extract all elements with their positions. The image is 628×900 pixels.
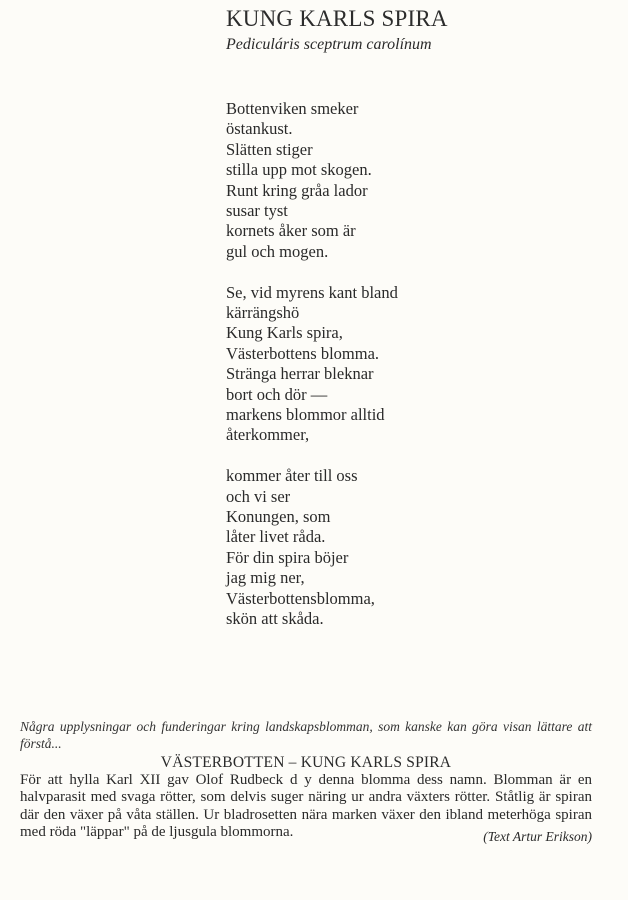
poem-line: kommer åter till oss	[226, 466, 358, 486]
poem-line: markens blommor alltid	[226, 404, 385, 424]
poem-line: susar tyst	[226, 200, 288, 220]
poem-line: kornets åker som är	[226, 221, 356, 241]
poem-line: Västerbottensblomma,	[226, 588, 375, 608]
info-section	[20, 718, 592, 859]
poem-line: För din spira böjer	[226, 547, 349, 567]
poem-line: och vi ser	[226, 486, 291, 506]
poem-line: gul och mogen.	[226, 241, 329, 261]
poem-line: låter livet råda.	[226, 527, 326, 547]
poem-line: återkommer,	[226, 425, 310, 445]
poem-line: kärrängshö	[226, 303, 300, 323]
document-title: KUNG KARLS SPIRA	[226, 6, 448, 31]
poem-line: Konungen, som	[226, 507, 331, 527]
info-body: För att hylla Karl XII gav Olof Rudbeck d y denna blomma dess namn. Blomman är en halvparasit med svaga rötter, som delvis suger näring ur andra växters rötter. Ståtlig är spiran där den växer på våta ställen. Ur bladrosetten nära marken växer den ibland meterhöga spiran med röda "läppar" på de ljusgula blommorna.	[20, 772, 592, 841]
poem-line: stilla upp mot skogen.	[226, 160, 372, 180]
info-heading: VÄSTERBOTTEN – KUNG KARLS SPIRA	[160, 754, 452, 771]
poem-line: bort och dör —	[226, 384, 328, 404]
poem-line: Kung Karls spira,	[226, 323, 343, 343]
info-intro: Några upplysningar och funderingar kring landskapsblomman, som kanske kan göra visan lättare att förstå...	[20, 719, 592, 751]
poem-line: Bottenviken smeker	[226, 99, 359, 118]
poem	[226, 99, 486, 650]
poem-line: Runt kring gråa lador	[226, 180, 368, 200]
poem-line: Slätten stiger	[226, 139, 313, 159]
poem-stanza-1	[226, 99, 486, 262]
poem-line: Västerbottens blomma.	[226, 343, 380, 363]
poem-line: Se, vid myrens kant bland	[226, 282, 398, 302]
poem-line: Stränga herrar bleknar	[226, 364, 374, 384]
poem-line: jag mig ner,	[226, 568, 305, 588]
poem-stanza-3	[226, 466, 486, 629]
poem-line: skön att skåda.	[226, 608, 324, 628]
poem-stanza-2	[226, 283, 486, 446]
document-subtitle: Pediculáris sceptrum carolínum	[226, 36, 432, 53]
info-credit: (Text Artur Erikson)	[483, 828, 592, 844]
poem-line: östankust.	[226, 119, 293, 139]
